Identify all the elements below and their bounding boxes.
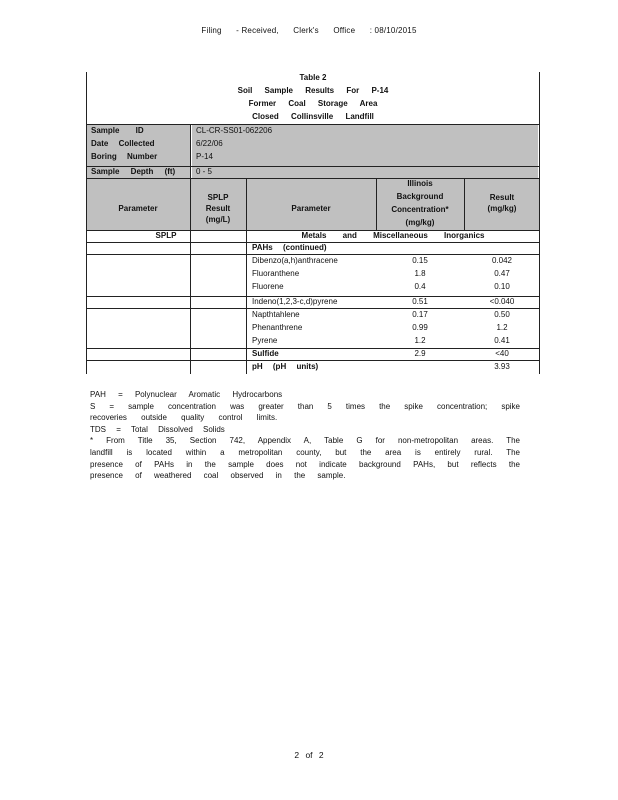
row-3-name: Indeno(1,2,3-c,d)pyrene xyxy=(252,297,338,306)
row-6-name: Pyrene xyxy=(252,336,278,345)
divider-data-rows xyxy=(246,230,247,374)
table-title-line4: Closed Collinsville Landfill xyxy=(252,112,374,121)
col-splp-line3: (mg/L) xyxy=(205,215,231,224)
value-sample-id: CL-CR-SS01-062206 xyxy=(196,126,273,135)
row-1-background: 1.8 xyxy=(414,269,426,278)
table-notes xyxy=(90,389,520,482)
row-3-result: <0.040 xyxy=(489,297,515,306)
row-4-result: 0.50 xyxy=(494,310,510,319)
table-title-line3: Former Coal Storage Area xyxy=(248,99,378,108)
row-0-background: 0.15 xyxy=(412,256,428,265)
note-recoveries: recoveries outside quality control limits. xyxy=(90,413,278,423)
note-landfill: landfill is located within a metropolitan county, but the area is entirely rural. The xyxy=(90,447,520,457)
results-table xyxy=(86,72,540,374)
note-spike: S = sample concentration was greater than 5 times the spike concentration; spike xyxy=(90,401,520,411)
row-5-result: 1.2 xyxy=(496,323,508,332)
page-number: 2 of 2 xyxy=(294,750,324,760)
value-date-collected: 6/22/06 xyxy=(196,139,223,148)
row-6-result: 0.41 xyxy=(494,336,510,345)
section-splp-label: SPLP xyxy=(155,231,177,240)
row-4-name: Napthtahlene xyxy=(252,310,300,319)
row-7-background: 2.9 xyxy=(414,349,426,358)
col-splp-line2: Result xyxy=(205,204,231,213)
section-metals-label: Metals and Miscellaneous Inorganics xyxy=(301,231,485,240)
rule-title-bottom xyxy=(86,124,540,125)
col-bg-line3: Concentration* xyxy=(391,205,449,214)
row-2-result: 0.10 xyxy=(494,282,510,291)
row-0-name: Dibenzo(a,h)anthracene xyxy=(252,256,338,265)
row-1-result: 0.47 xyxy=(494,269,510,278)
value-sample-depth: 0 - 5 xyxy=(196,167,213,176)
table-title-line1: Table 2 xyxy=(299,73,327,82)
rule-ph-top xyxy=(86,360,540,361)
header-filing: Filing xyxy=(201,26,222,35)
row-5-background: 0.99 xyxy=(412,323,428,332)
rule-group3-top xyxy=(86,308,540,309)
row-8-result: 3.93 xyxy=(494,362,510,371)
pahs-continued-heading: PAHs (continued) xyxy=(252,243,327,252)
row-1-name: Fluoranthene xyxy=(252,269,300,278)
row-7-name: Sulfide xyxy=(252,349,279,358)
col-result-line1: Result xyxy=(489,193,515,202)
value-boring-number: P-14 xyxy=(196,152,213,161)
col-result-line2: (mg/kg) xyxy=(487,204,517,213)
row-5-name: Phenanthrene xyxy=(252,323,303,332)
note-weathered: presence of weathered coal observed in the sample. xyxy=(90,471,346,481)
label-sample-depth: Sample Depth (ft) xyxy=(91,167,176,176)
header-received: - Received, xyxy=(236,26,279,35)
rule-header-top xyxy=(86,178,540,179)
row-6-background: 1.2 xyxy=(414,336,426,345)
rule-group1-top xyxy=(86,254,540,255)
row-2-background: 0.4 xyxy=(414,282,426,291)
divider-parameter-splp xyxy=(190,124,191,374)
row-4-background: 0.17 xyxy=(412,310,428,319)
header-date: : 08/10/2015 xyxy=(369,26,417,35)
label-sample-id: Sample ID xyxy=(91,126,144,135)
header-clerks: Clerk's xyxy=(293,26,319,35)
filing-header xyxy=(0,26,618,35)
col-splp-line1: SPLP xyxy=(207,193,229,202)
note-title35: * From Title 35, Section 742, Appendix A, Table G for non-metropolitan areas. The xyxy=(90,436,520,446)
row-2-name: Fluorene xyxy=(252,282,284,291)
header-office: Office xyxy=(333,26,356,35)
row-8-name: pH (pH units) xyxy=(252,362,319,371)
note-tds: TDS = Total Dissolved Solids xyxy=(90,424,225,434)
col-bg-line2: Background xyxy=(396,192,444,201)
row-3-background: 0.51 xyxy=(412,297,428,306)
table-title-line2: Soil Sample Results For P-14 xyxy=(237,86,389,95)
col-bg-line1: Illinois xyxy=(407,179,433,188)
label-date-collected: Date Collected xyxy=(91,139,155,148)
note-presence: presence of PAHs in the sample does not indicate background PAHs, but reflects the xyxy=(90,459,520,469)
row-0-result: 0.042 xyxy=(491,256,513,265)
col-bg-line4: (mg/kg) xyxy=(405,218,435,227)
col-parameter-mid: Parameter xyxy=(291,204,331,213)
note-pah: PAH = Polynuclear Aromatic Hydrocarbons xyxy=(90,390,283,399)
row-7-result: <40 xyxy=(495,349,509,358)
label-boring-number: Boring Number xyxy=(91,152,158,161)
col-parameter-left: Parameter xyxy=(118,204,158,213)
